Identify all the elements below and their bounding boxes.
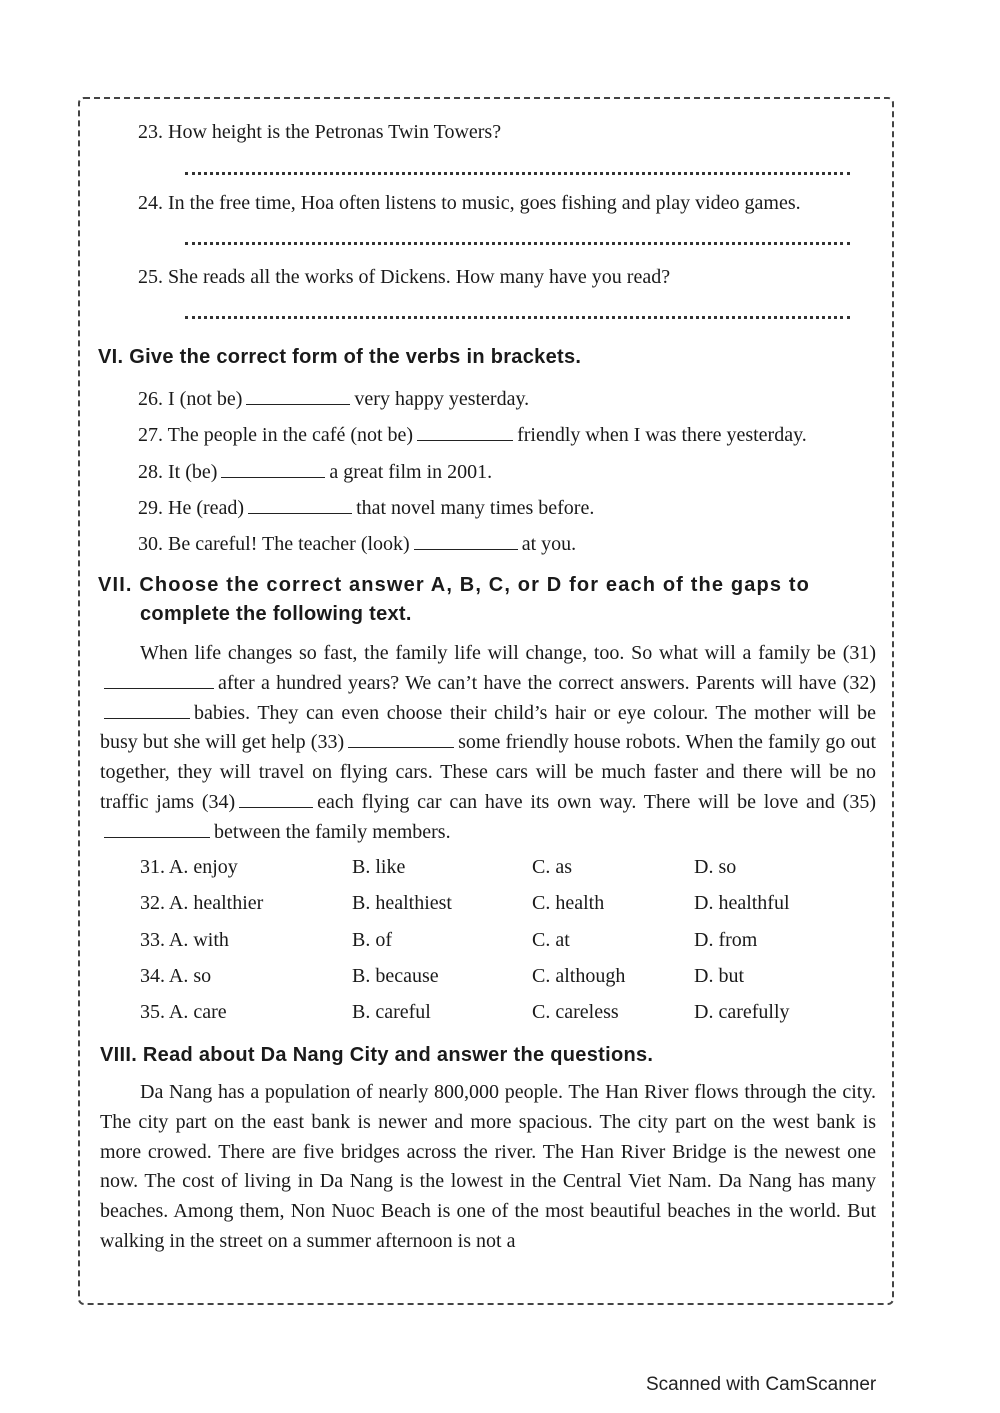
question-29-suffix: that novel many times before.: [356, 497, 595, 519]
blank-28[interactable]: [221, 459, 325, 478]
question-25: 25. She reads all the works of Dickens. How many have you read?: [138, 266, 671, 288]
question-28-prefix: 28. It (be): [138, 461, 218, 483]
passage-line: between the family members.: [214, 820, 451, 843]
option-31-b[interactable]: B. like: [352, 856, 406, 878]
scanner-watermark: Scanned with CamScanner: [646, 1374, 877, 1395]
section-6-heading: VI. Give the correct form of the verbs in brackets.: [98, 346, 582, 368]
option-31-d[interactable]: D. so: [694, 856, 737, 878]
passage-line: the city. The city part on the east bank is newer and more spacious. The city part on the: [100, 1081, 877, 1133]
blank-33[interactable]: [348, 729, 454, 748]
option-35-d[interactable]: D. carefully: [694, 1001, 790, 1023]
option-32-b[interactable]: B. healthiest: [352, 892, 452, 914]
option-35-b[interactable]: B. careful: [352, 1001, 431, 1023]
section-8-heading: VIII. Read about Da Nang City and answer the questions.: [100, 1044, 654, 1066]
blank-30[interactable]: [414, 531, 518, 550]
question-27-suffix: friendly when I was there yesterday.: [517, 424, 807, 446]
section-7-heading-line1: VII. Choose the correct answer A, B, C, or D for each of the gaps to: [98, 574, 811, 596]
question-27-prefix: 27. The people in the café (not be): [138, 424, 414, 446]
passage-line: faster and there will be no traffic jams (34): [100, 761, 876, 813]
passage-line: beautiful beaches in the world. But walking in the street on a summer afternoon is not a: [100, 1200, 877, 1252]
answer-line-25[interactable]: [185, 312, 850, 319]
question-26-prefix: 26. I (not be): [138, 388, 243, 410]
question-27: [138, 422, 807, 447]
question-26-suffix: very happy yesterday.: [354, 388, 530, 410]
blank-29[interactable]: [248, 495, 352, 514]
passage-line: (31): [842, 642, 877, 664]
option-33-b[interactable]: B. of: [352, 929, 392, 951]
option-33-c[interactable]: C. at: [532, 929, 570, 951]
question-26: [138, 386, 529, 411]
passage-line: have (32): [798, 671, 877, 694]
option-33-d[interactable]: D. from: [694, 929, 758, 951]
section-7-heading-line2: complete the following text.: [140, 603, 412, 625]
option-34-c[interactable]: C. although: [532, 965, 626, 987]
option-34-b[interactable]: B. because: [352, 965, 439, 987]
passage-line: is the newest one now. The cost of living in Da Nang is the lowest in the Central Viet: [100, 1140, 877, 1193]
passage-line: mother will be busy but she will get help (33): [100, 701, 876, 754]
passage-line: after a hundred years? We can’t have the correct answers. Parents will: [218, 671, 793, 694]
option-31-c[interactable]: C. as: [532, 856, 572, 878]
passage-line: Nam. Da Nang has many beaches. Among them, Non Nuoc Beach is one of the most: [100, 1170, 877, 1223]
question-30-prefix: 30. Be careful! The teacher (look): [138, 533, 410, 555]
question-29-prefix: 29. He (read): [138, 497, 245, 519]
option-34-a[interactable]: 34. A. so: [140, 965, 212, 987]
passage-line: some friendly house robots.: [458, 731, 681, 754]
question-28: [138, 459, 492, 484]
blank-32[interactable]: [104, 700, 190, 719]
option-32-d[interactable]: D. healthful: [694, 892, 790, 914]
option-32-a[interactable]: 32. A. healthier: [140, 892, 264, 914]
question-29: [138, 495, 594, 520]
passage-line: west bank is more crowed. There are five bridges across the river. The Han River Bridge: [100, 1110, 876, 1163]
blank-35[interactable]: [104, 819, 210, 838]
option-33-a[interactable]: 33. A. with: [140, 929, 229, 951]
question-23: 23. How height is the Petronas Twin Towers?: [138, 121, 502, 143]
passage-line: babies. They can even choose their child’s hair or eye colour. The: [194, 701, 747, 724]
section-7-passage: [100, 639, 876, 848]
question-30: [138, 531, 576, 556]
blank-26[interactable]: [246, 386, 350, 405]
option-32-c[interactable]: C. health: [532, 892, 605, 914]
passage-line: There will be love and (35): [643, 790, 876, 813]
option-34-d[interactable]: D. but: [694, 965, 744, 987]
option-35-c[interactable]: C. careless: [532, 1001, 619, 1023]
question-30-suffix: at you.: [521, 533, 577, 555]
passage-line: each flying car can have its own way.: [317, 790, 637, 813]
question-24: 24. In the free time, Hoa often listens to music, goes fishing and play video games.: [138, 192, 801, 214]
question-28-suffix: a great film in 2001.: [329, 461, 493, 483]
blank-27[interactable]: [417, 422, 513, 441]
option-31-a[interactable]: 31. A. enjoy: [140, 856, 238, 878]
answer-line-24[interactable]: [185, 238, 850, 245]
passage-line: When the family go out together, they will travel on flying cars. These cars will be much: [100, 731, 877, 784]
option-35-a[interactable]: 35. A. care: [140, 1001, 227, 1023]
blank-31[interactable]: [104, 670, 214, 689]
section-8-passage: [100, 1078, 876, 1257]
blank-34[interactable]: [239, 789, 313, 808]
passage-line: When life changes so fast, the family life will change, too. So what will a family be: [140, 642, 836, 664]
answer-line-23[interactable]: [185, 168, 850, 175]
passage-line: Da Nang has a population of nearly 800,000 people. The Han River flows through: [140, 1081, 807, 1103]
